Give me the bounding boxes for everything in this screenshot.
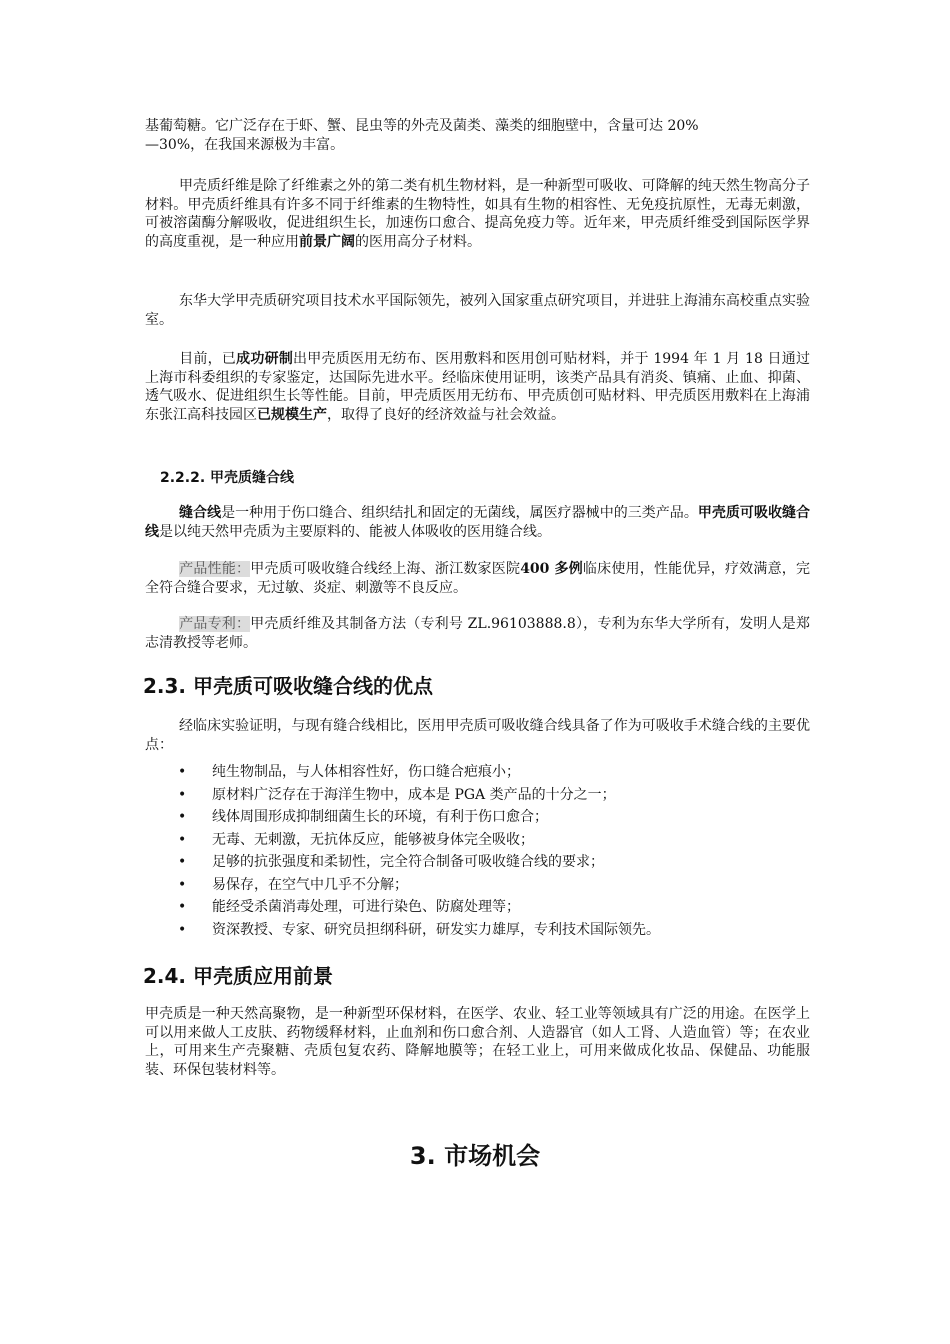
fiber-bold: 前景广阔 <box>299 233 355 250</box>
donghua-paragraph <box>145 292 810 329</box>
section-23-heading: 2.3. 甲壳质可吸收缝合线的优点 <box>143 674 433 698</box>
donghua-text: 东华大学甲壳质研究项目技术水平国际领先，被列入国家重点研究项目，并进驻上海浦东高校重点实验室。 <box>145 293 810 328</box>
performance-paragraph <box>145 560 810 597</box>
bullet-icon: • <box>178 921 187 938</box>
list-item: • 能经受杀菌消毒处理，可进行染色、防腐处理等； <box>145 896 810 919</box>
fiber-text-b: 的医用高分子材料。 <box>355 233 481 250</box>
suture-bold-a: 缝合线 <box>179 505 222 521</box>
list-item: • 足够的抗张强度和柔韧性，完全符合制备可吸收缝合线的要求； <box>145 851 810 874</box>
applications-text: 甲壳质是一种天然高聚物，是一种新型环保材料，在医学、农业、轻工业等领域具有广泛的用途。在医学上可以用来做人工皮肤、药物缓释材料，止血剂和伤口愈合剂、人造器官（如人工肾、人造血管）等；在农业上，可用来生产壳聚糖、壳质包复农药、降解地膜等；在轻工业上，可用来做成化妆品、保健品、功能服装、环保包装材料等。 <box>145 1006 810 1078</box>
advantages-intro-text: 经临床实验证明，与现有缝合线相比，医用甲壳质可吸收缝合线具备了作为可吸收手术缝合线的主要优点： <box>145 718 810 753</box>
suture-bold-b: 甲壳质可吸收缝合线 <box>145 505 811 540</box>
intro-line-1: 基葡萄糖。它广泛存在于虾、蟹、昆虫等的外壳及菌类、藻类的细胞壁中，含量可达 20% <box>145 118 699 134</box>
bullet-icon: • <box>178 854 187 870</box>
intro-paragraph <box>145 117 810 154</box>
list-item: • 资深教授、专家、研究员担纲科研，研发实力雄厚，专利技术国际领先。 <box>145 919 810 942</box>
bullet-icon: • <box>178 899 187 915</box>
bullet-icon: • <box>178 831 187 848</box>
current-text-c: ，取得了良好的经济效益与社会效益。 <box>327 406 565 423</box>
list-item: • 无毒、无刺激，无抗体反应，能够被身体完全吸收； <box>145 829 810 852</box>
advantages-intro <box>145 717 810 754</box>
bullet-icon: • <box>178 809 187 825</box>
current-text-a: 目前，已 <box>179 351 237 367</box>
performance-text-a: 甲壳质可吸收缝合线经上海、浙江数家医院 <box>250 561 521 577</box>
fiber-text-a: 甲壳质纤维是除了纤维素之外的第二类有机生物材料，是一种新型可吸收、可降解的纯天然生物高分子材料。甲壳质纤维具有许多不同于纤维素的生物特性，如具有生物的相容性、无免疫抗原性，无毒无刺激，可被溶菌酶分解吸收，促进组织生长，加速伤口愈合、提高免疫力等。近年来，甲壳质纤维受到国际医学界的高度重视，是一种应用 <box>145 178 810 250</box>
bullet-icon: • <box>178 764 187 780</box>
suture-text-a: 是一种用于伤口缝合、组织结扎和固定的无菌线，属医疗器械中的三类产品。 <box>221 505 698 521</box>
fiber-paragraph <box>145 177 810 251</box>
performance-label: 产品性能： <box>179 561 251 577</box>
current-bold-b: 已规模生产 <box>257 406 327 423</box>
performance-bold: 400 多例 <box>520 561 583 577</box>
section-222-heading: 2.2.2. 甲壳质缝合线 <box>160 470 295 486</box>
section-24-heading: 2.4. 甲壳质应用前景 <box>143 964 333 988</box>
bullet-icon: • <box>178 876 187 893</box>
patent-label: 产品专利： <box>179 616 251 632</box>
current-bold-a: 成功研制 <box>236 351 294 367</box>
list-item: • 原材料广泛存在于海洋生物中，成本是 PGA 类产品的十分之一； <box>145 784 810 807</box>
bullet-icon: • <box>178 786 187 803</box>
list-item: • 线体周围形成抑制细菌生长的环境，有利于伤口愈合； <box>145 806 810 829</box>
patent-text: 甲壳质纤维及其制备方法（专利号 ZL.96103888.8），专利为东华大学所有，发明人是郑志清教授等老师。 <box>145 616 811 651</box>
intro-line-2: —30%，在我国来源极为丰富。 <box>145 136 345 153</box>
section-3-heading: 3. 市场机会 <box>409 1142 541 1170</box>
list-item: • 易保存，在空气中几乎不分解； <box>145 874 810 897</box>
current-paragraph <box>145 350 810 424</box>
current-text-b: 出甲壳质医用无纺布、医用敷料和医用创可贴材料，并于 1994 年 1 月 18 日通过上海市科委组织的专家鉴定，达国际先进水平。经临床使用证明，该类产品具有消炎、镇痛、止血、抑菌、透气吸水、促进组织生长等性能。目前，甲壳质医用无纺布、甲壳质创可贴材料、甲壳质医用敷料在上海浦东张江高科技园区 <box>145 351 811 423</box>
patent-paragraph <box>145 615 810 652</box>
list-item: • 纯生物制品，与人体相容性好，伤口缝合疤痕小； <box>145 761 810 784</box>
suture-paragraph <box>145 504 810 541</box>
suture-text-b: 是以纯天然甲壳质为主要原料的、能被人体吸收的医用缝合线。 <box>159 523 551 540</box>
performance-text-b: 临床使用，性能优异，疗效满意，完全符合缝合要求，无过敏、炎症、刺激等不良反应。 <box>145 561 811 596</box>
applications-paragraph <box>145 1005 810 1079</box>
advantages-list <box>145 761 810 941</box>
